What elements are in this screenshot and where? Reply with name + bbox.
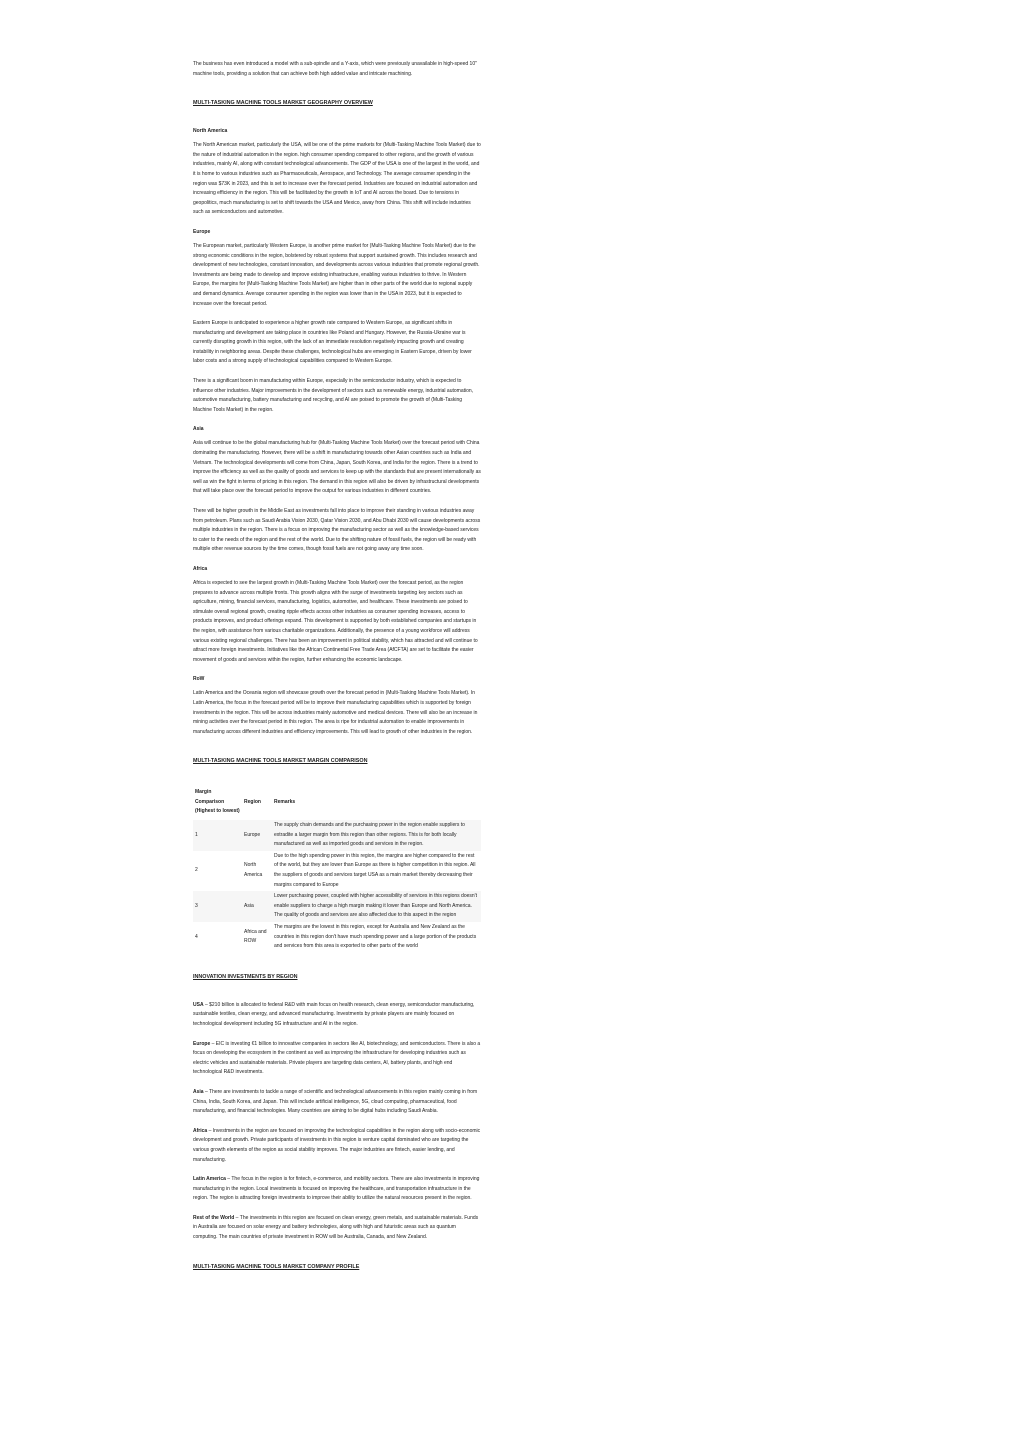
innovation-rest-of-world-lead: Rest of the World (193, 1214, 235, 1221)
innovation-latin-america (193, 1175, 481, 1204)
region-cell: Africa and ROW (244, 928, 267, 945)
innovation-europe-text: – EIC is investing €1 billion to innovative companies in sectors like AI, biotechnology, and semiconductors. There is also a focus on developing the ecosystem in the continent as well as improving the infrastructure for developing industries such as electric vehicles and sustainable materials. Private players are targeting data centers, AI, battery plants, and high end technological R&D investments. (193, 1040, 481, 1076)
innovation-europe (193, 1040, 481, 1078)
rank-cell: 2 (195, 867, 198, 874)
region-cell: North America (244, 862, 263, 879)
innovation-asia-text: – There are investments to tackle a range of scientific and technological advancements in this region mainly coming in from China, India, South Korea, and Japan. This will include artificial intelligence, 5G, cloud computing, pharmaceutical, food manufacturing, and financial technologies. Many countries are aiming to be digital hubs including Saudi Arabia. (193, 1088, 478, 1115)
intro-paragraph: The business has even introduced a model with a sub-spindle and a Y-axis, which were previously unavailable in high-speed 10" machine tools, providing a solution that can achieve both high added value and intricate machining. (193, 61, 477, 77)
asia-paragraph-2: There will be higher growth in the Middle East as investments fall into place to improve their standing in various industries away from petroleum. Plans such as Saudi Arabia Vision 2030, Qatar Vision 2030, and Abu Dhabi 2030 will cause developments across multiple industries in the region. There is a focus on improving the manufacturing sector as well as the knowledge-based services to cater to the needs of the region and the rest of the world. Due to the shifting nature of fossil fuels, the region will be ready with multiple other revenue sources by the time comes, though fossil fuels are not going away any time soon. (193, 508, 481, 553)
innovation-africa-text: – Investments in the region are focused on improving the technological capabilities in the region along with socio-economic development and growth. Private participants of investments in this region is venture capital dominated who are targeting the various growth elements of the region as social stability improves. The major industries are fintech, easier lending, and manufacturing. (193, 1127, 481, 1163)
innovation-latin-america-lead: Latin America (193, 1176, 226, 1183)
margin-comparison-table (193, 785, 481, 953)
region-cell: Europe (244, 831, 261, 838)
table-row (193, 922, 481, 953)
column-header-rank: Margin Comparison (Highest to lowest) (195, 789, 240, 815)
africa-title: Africa (193, 565, 208, 572)
row-title: RoW (193, 676, 205, 683)
asia-title: Asia (193, 426, 204, 433)
north-america-paragraph: The North American market, particularly the USA, will be one of the prime markets for (Multi-Tasking Machine Tools Market) due to the nature of industrial automation in the region. high consumer spending compared to other regions, and the growth of various industries, mainly AI, along with constant technological advancements. The GDP of the USA is one of the largest in the world, and it is home to various industries such as Pharmaceuticals, Aerospace, and Technology. The average consumer spending in the region was $73K in 2023, and this is set to increase over the forecast period. Industries are focused on industrial automation and increasing efficiency in the region. This will be facilitated by the growth in IoT and AI across the board. Due to tensions in geopolitics, much manufacturing is set to shift towards the USA and Mexico, away from China. This shift will include industries such as semiconductors and automotive. (193, 142, 481, 216)
column-header-remarks: Remarks (274, 798, 296, 805)
column-header-region: Region (244, 798, 261, 805)
table-header-row (193, 785, 481, 820)
innovation-usa-text: – $210 billion is allocated to federal R&D with main focus on health research, clean energy, semiconductor manufacturing, sustainable textiles, clean energy, and advanced manufacturing. Investments by private players are mainly focused on technological development including 5G infrastructure and AI in the region. (193, 1001, 475, 1027)
innovation-rest-of-world (193, 1214, 481, 1243)
europe-title: Europe (193, 228, 211, 235)
africa-paragraph: Africa is expected to see the largest growth in (Multi-Tasking Machine Tools Market) over the forecast period, as the region prepares to advance across multiple fronts. This growth aligns with the surge of investments targeting key sectors such as agriculture, mining, financial services, manufacturing, logistics, automotive, and healthcare. These investments are poised to stimulate overall regional growth, creating ripple effects across other industries as consumer spending increases, access to products improves, and product offerings expand. This development is supported by both established companies and startups in the region, with assistance from various charitable organizations. Additionally, the presence of a young workforce will address various existing regional challenges. There has been an improvement in political stability, which has attracted and will continue to attract more foreign investments. Initiatives like the African Continental Free Trade Area (AfCFTA) are set to facilitate the easier movement of goods and services within the region, further enhancing the economic landscape. (193, 579, 478, 663)
company-profile-heading: MULTI-TASKING MACHINE TOOLS MARKET COMPANY PROFILE (193, 1263, 360, 1270)
innovation-asia (193, 1088, 481, 1117)
rank-cell: 3 (195, 902, 198, 909)
geography-heading: MULTI-TASKING MACHINE TOOLS MARKET GEOGRAPHY OVERVIEW (193, 100, 373, 107)
europe-paragraph-2: Eastern Europe is anticipated to experience a higher growth rate compared to Western Europe, as significant shifts in manufacturing and development are taking place in countries like Poland and Hungary. However, the Russia-Ukraine war is currently disrupting growth in this region, with the lack of an immediate resolution negatively impacting growth and creating instability in neighboring areas. Despite these challenges, technological hubs are emerging in Eastern Europe, driven by lower labor costs and a strong supply of technological capabilities compared to Western Europe. (193, 320, 472, 365)
innovation-rest-of-world-text: – The investments in this region are focused on clean energy, green metals, and sustainable materials. Funds in Australia are focused on solar energy and battery technologies, along with high and futuristic areas such as quantum computing. The main countries of private investment in ROW will be Australia, Canada, and New Zealand. (193, 1214, 479, 1241)
innovation-europe-lead: Europe (193, 1040, 211, 1047)
europe-paragraph-3: There is a significant boom in manufacturing within Europe, especially in the semiconductor industry, which is expected to influence other industries. Major improvements in the development of sectors such as renewable energy, industrial automation, automotive manufacturing, battery manufacturing and recycling, and AI are poised to promote the growth of (Multi-Tasking Machine Tools Market) in the region. (193, 378, 474, 413)
row-paragraph: Latin America and the Oceania region will showcase growth over the forecast period in (Multi-Tasking Machine Tools Market). In Latin America, the focus in the forecast period will be to improve their manufacturing capabilities which is supported by foreign investments in the region. This will be across industries mainly automotive and medical devices. There will also be an increase in mining activities over the forecast period in this region. The area is ripe for industrial automation to enable improvements in manufacturing across different industries and efficiency improvements. This will lead to growth of other industries in the region. (193, 690, 478, 735)
innovation-asia-lead: Asia (193, 1088, 204, 1095)
document-page (193, 60, 481, 1271)
margin-heading: MULTI-TASKING MACHINE TOOLS MARKET MARGIN COMPARISON (193, 758, 368, 765)
innovation-latin-america-text: – The focus in the region is for fintech, e-commerce, and mobility sectors. There are also investments in improving manufacturing in the region. Local investments is focused on improving the healthcare, and transportation infrastructure in the region. The region is attracting foreign investments to improve their ability to utilize the natural resources present in the region. (193, 1176, 480, 1202)
remarks-cell: Due to the high spending power in this region, the margins are higher compared to the rest of the world, but they are lower than Europe as there is higher competition in this region. All the suppliers of goods and services target USA as a main market thereby decreasing their margins compared to Europe (274, 852, 476, 888)
table-row (193, 851, 481, 891)
table-row (193, 891, 481, 922)
remarks-cell: Lower purchasing power, coupled with higher accessibility of services in this regions doesn't enable suppliers to charge a high margin making it lower than Europe and North America. The quality of goods and services are also affected due to this aspect in the region (274, 893, 478, 919)
remarks-cell: The supply chain demands and the purchasing power in the region enable suppliers to extradite a larger margin from this region than other regions. This is for both locally manufactured as well as imported goods and services in the region. (274, 822, 465, 848)
innovation-africa-lead: Africa (193, 1127, 208, 1134)
north-america-title: North America (193, 128, 228, 135)
table-row (193, 820, 481, 851)
rank-cell: 4 (195, 933, 198, 940)
innovation-usa (193, 1001, 481, 1030)
innovation-africa (193, 1127, 481, 1165)
innovation-usa-lead: USA (193, 1001, 204, 1008)
remarks-cell: The margins are the lowest in this region, except for Australia and New Zealand as the countries in this region don't have much spending power and a large portion of the products and services from this area is exported to other parts of the world (274, 924, 477, 950)
rank-cell: 1 (195, 831, 198, 838)
asia-paragraph-1: Asia will continue to be the global manufacturing hub for (Multi-Tasking Machine Tools Market) over the forecast period with China dominating the manufacturing. However, there will be a shift in manufacturing towards other Asian countries such as India and Vietnam. The technological developments will come from China, Japan, South Korea, and India for the region. There is a trend to improve the efficiency as well as the quality of goods and services to keep up with the standards that are present internationally as well as win the fight in terms of pricing in this region. The demand in this region will also be driven by infrastructural developments that will take place over the forecast period to improve the output for various industries in different countries. (193, 440, 481, 495)
region-cell: Asia (244, 902, 254, 909)
europe-paragraph-1: The European market, particularly Western Europe, is another prime market for (Multi-Tasking Machine Tools Market) due to the strong economic conditions in the region, bolstered by robust systems that support sustained growth. This includes research and development of new technologies, constant innovation, and developments across various industries that promote regional growth. Investments are being made to develop and improve existing infrastructure, enabling various industries to thrive. In Western Europe, the margins for (Multi-Tasking Machine Tools Market) are higher than in other parts of the world due to regional supply and demand dynamics. Average consumer spending in the region was lower than in the USA in 2023, but it is expected to increase over the forecast period. (193, 242, 480, 307)
innovation-heading: INNOVATION INVESTMENTS BY REGION (193, 973, 298, 980)
